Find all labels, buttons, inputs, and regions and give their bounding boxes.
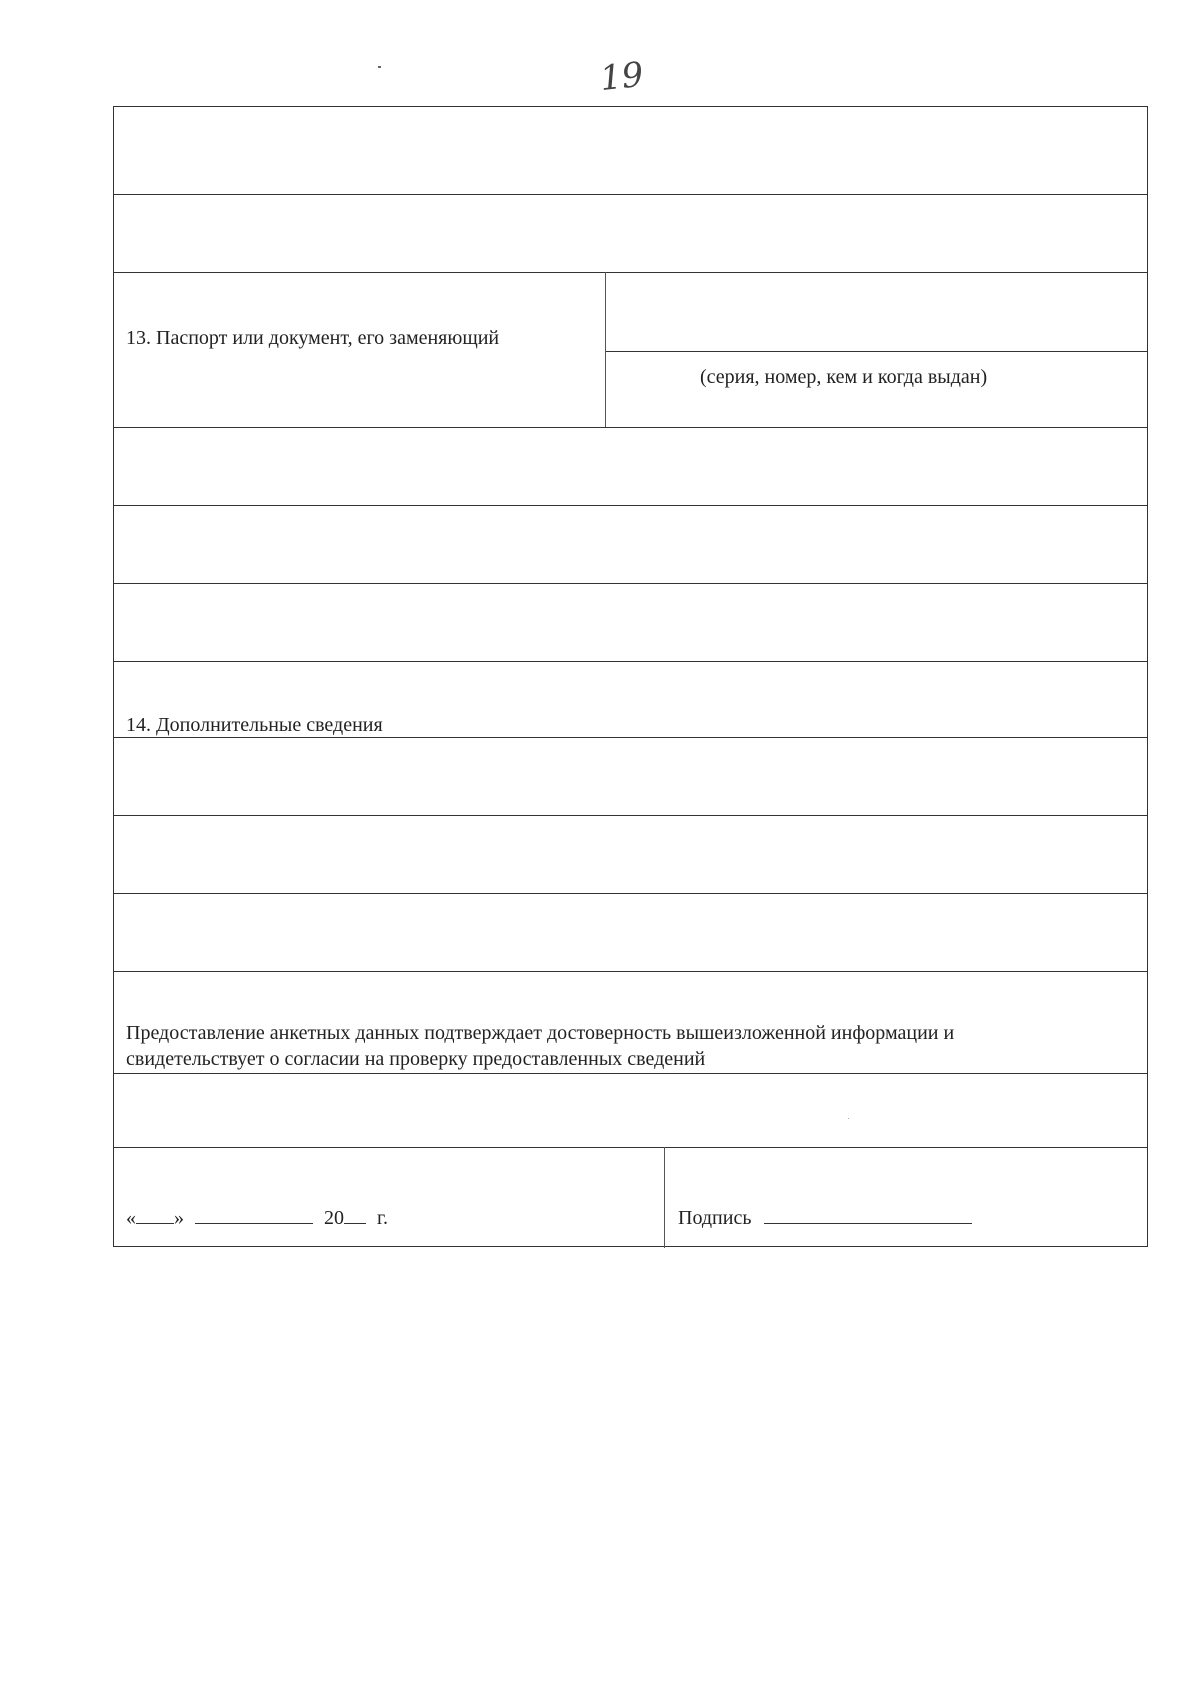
row-divider: [114, 661, 1147, 662]
day-blank[interactable]: [136, 1205, 174, 1224]
consent-text-line-2: свидетельствует о согласии на проверку предоставленных сведений: [126, 1048, 706, 1070]
additional-info-label: 14. Дополнительные сведения: [126, 714, 383, 736]
date-field: [126, 1205, 388, 1231]
column-divider: [664, 1147, 665, 1248]
row-divider: [114, 194, 1147, 195]
row-divider: [114, 505, 1147, 506]
row-divider: [114, 583, 1147, 584]
row-divider: [114, 971, 1147, 972]
date-close-quote: »: [174, 1207, 184, 1229]
questionnaire-form-table: [113, 106, 1148, 1247]
date-open-quote: «: [126, 1207, 136, 1229]
row-divider: [114, 893, 1147, 894]
year-blank[interactable]: [344, 1205, 366, 1224]
year-suffix: г.: [377, 1207, 388, 1229]
scan-speck: [378, 66, 381, 68]
signature-field: [678, 1205, 972, 1231]
row-divider: [114, 1147, 1147, 1148]
row-divider: [114, 815, 1147, 816]
signature-blank[interactable]: [764, 1205, 972, 1224]
row-divider: [114, 1073, 1147, 1074]
consent-text-line-1: Предоставление анкетных данных подтверждает достоверность вышеизложенной информации и: [126, 1022, 955, 1044]
year-prefix: 20: [324, 1207, 344, 1229]
month-blank[interactable]: [195, 1205, 313, 1224]
signature-label: Подпись: [678, 1207, 752, 1229]
passport-hint: (серия, номер, кем и когда выдан): [700, 366, 988, 388]
passport-label: 13. Паспорт или документ, его заменяющий: [126, 327, 500, 349]
column-divider: [605, 272, 606, 427]
row-divider: [114, 427, 1147, 428]
page-number: 19: [598, 54, 646, 100]
row-divider: [605, 351, 1147, 352]
row-divider: [114, 272, 1147, 273]
